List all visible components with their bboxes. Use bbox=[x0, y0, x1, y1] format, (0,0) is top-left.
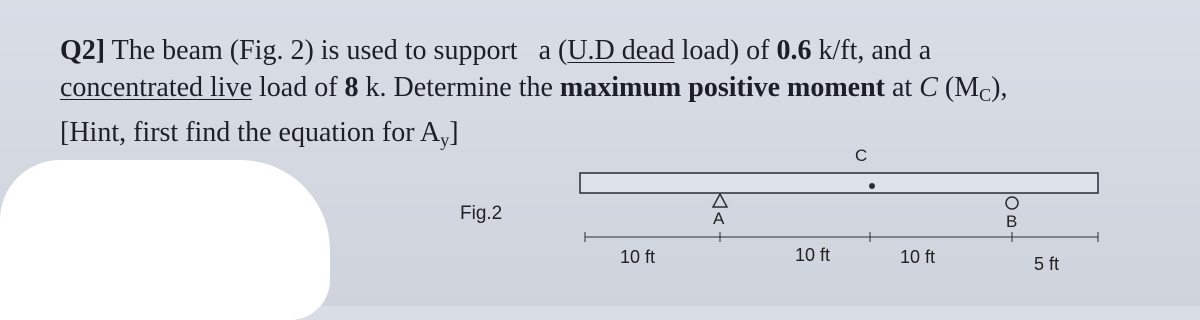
question-text-segment: The beam (Fig. 2) is used to support bbox=[111, 35, 518, 66]
roller-support-b bbox=[1006, 197, 1018, 209]
live-load-value: 8 bbox=[344, 72, 359, 103]
support-a-label: A bbox=[713, 209, 725, 228]
question-text-segment: k. Determine the bbox=[358, 72, 560, 103]
underlined-text: U.D dead bbox=[567, 35, 675, 66]
dimension-label-2: 10 ft bbox=[795, 245, 831, 265]
dimension-label-1: 10 ft bbox=[620, 247, 656, 267]
question-text-segment: k/ft, and a bbox=[811, 35, 932, 66]
reaction-subscript: y bbox=[440, 130, 450, 150]
dimension-label-3: 10 ft bbox=[900, 247, 936, 267]
question-text-segment: ), bbox=[991, 72, 1008, 103]
moment-subscript: C bbox=[979, 85, 992, 105]
question-text-segment: a ( bbox=[538, 35, 568, 66]
question-text-segment: (M bbox=[937, 72, 980, 103]
question-text-segment: load) of bbox=[674, 35, 777, 66]
bold-phrase: maximum positive moment bbox=[559, 72, 885, 103]
dimension-label-4: 5 ft bbox=[1034, 254, 1060, 274]
question-text-segment: ] bbox=[449, 117, 459, 148]
dead-load-value: 0.6 bbox=[776, 35, 812, 66]
question-text-segment: load of bbox=[252, 72, 345, 103]
underlined-text: concentrated live bbox=[60, 72, 253, 103]
question-text-segment: at bbox=[885, 72, 920, 103]
point-c-label: C bbox=[855, 146, 868, 165]
question-text-segment: [Hint, first find the equation for A bbox=[60, 117, 441, 148]
figure-label: Fig.2 bbox=[460, 203, 503, 224]
point-c-ref: C bbox=[919, 72, 938, 103]
beam bbox=[580, 173, 1098, 193]
pin-support-a bbox=[713, 194, 727, 207]
point-c-marker bbox=[869, 183, 875, 189]
support-b-label: B bbox=[1006, 212, 1018, 231]
question-number: Q2] bbox=[60, 35, 106, 66]
